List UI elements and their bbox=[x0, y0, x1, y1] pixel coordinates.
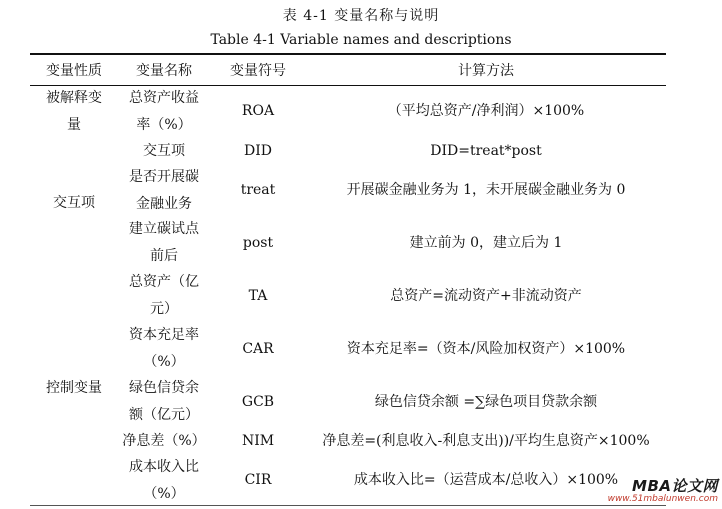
method-roa: （平均总资产/净利润）×100% bbox=[387, 103, 585, 119]
variable-symbol-gcb: GCB bbox=[241, 394, 275, 410]
watermark-logo-text: MBA论文网 bbox=[632, 477, 718, 495]
variable-symbol-car: CAR bbox=[242, 341, 274, 357]
method-nim: 净息差=(利息收入-利息支出))/平均生息资产×100% bbox=[322, 433, 650, 449]
group-control-variables: 控制变量 bbox=[46, 380, 102, 396]
table-title-en: Table 4-1 Variable names and descriptions bbox=[210, 32, 512, 48]
header-variable-nature: 变量性质 bbox=[46, 63, 102, 79]
variable-name-treat: 是否开展碳金融业务 bbox=[129, 169, 199, 212]
variable-symbol-post: post bbox=[242, 235, 274, 251]
variable-name-post: 建立碳试点前后 bbox=[129, 221, 199, 264]
header-calculation-method: 计算方法 bbox=[458, 63, 514, 79]
method-ta: 总资产=流动资产+非流动资产 bbox=[390, 288, 582, 304]
table-title-cn: 表 4-1 变量名称与说明 bbox=[282, 8, 440, 24]
method-did: DID=treat*post bbox=[430, 143, 542, 159]
variable-symbol-ta: TA bbox=[248, 288, 268, 304]
variable-name-cir: 成本收入比（%） bbox=[129, 459, 199, 502]
header-variable-symbol: 变量符号 bbox=[230, 63, 286, 79]
group-interaction-term: 交互项 bbox=[53, 195, 95, 211]
header-variable-name: 变量名称 bbox=[136, 63, 192, 79]
variable-name-ta: 总资产（亿元） bbox=[129, 274, 199, 317]
variable-symbol-cir: CIR bbox=[244, 472, 272, 488]
variable-name-did: 交互项 bbox=[143, 143, 185, 159]
method-gcb: 绿色信贷余额 =∑绿色项目贷款余额 bbox=[374, 394, 598, 410]
top-rule bbox=[30, 53, 666, 55]
site-watermark bbox=[608, 475, 718, 504]
watermark-url: www.51mbalunwen.com bbox=[607, 494, 718, 504]
method-treat: 开展碳金融业务为 1，未开展碳金融业务为 0 bbox=[346, 182, 626, 198]
variable-symbol-did: DID bbox=[244, 143, 272, 159]
variable-symbol-nim: NIM bbox=[241, 433, 275, 449]
method-post: 建立前为 0，建立后为 1 bbox=[409, 235, 563, 251]
variable-name-gcb: 绿色信贷余额（亿元） bbox=[129, 380, 199, 423]
group-explained-variable: 被解释变量 bbox=[46, 90, 102, 133]
method-car: 资本充足率=（资本/风险加权资产）×100% bbox=[346, 341, 626, 357]
variable-symbol-roa: ROA bbox=[241, 103, 275, 119]
variable-symbol-treat: treat bbox=[240, 182, 276, 198]
variable-name-car: 资本充足率（%） bbox=[129, 327, 199, 370]
variable-name-roa: 总资产收益率（%） bbox=[129, 90, 199, 133]
method-cir: 成本收入比=（运营成本/总收入）×100% bbox=[353, 472, 619, 488]
variable-name-nim: 净息差（%） bbox=[122, 433, 206, 449]
